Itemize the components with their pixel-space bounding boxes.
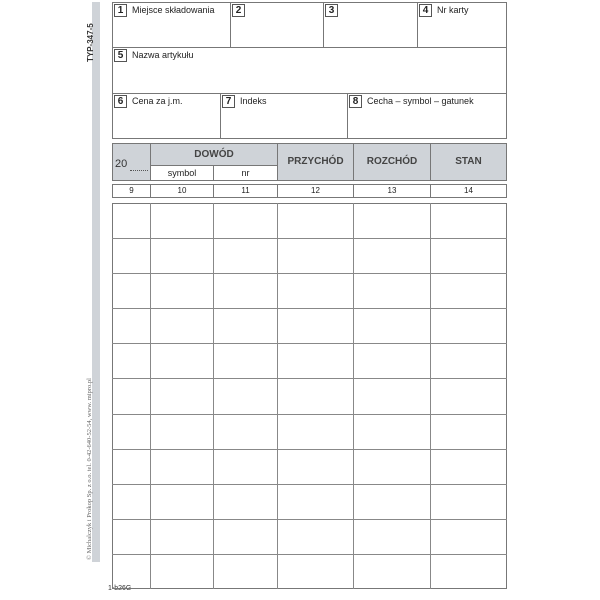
field-label: Nr karty (437, 5, 469, 15)
date-header (112, 143, 151, 181)
grid-column-line (430, 203, 431, 589)
stan-title: STAN (455, 156, 482, 167)
rozchod-header (353, 143, 431, 181)
column-number: 12 (277, 184, 354, 198)
form-type-code: TYP-347-5 (86, 23, 95, 62)
field-number: 2 (232, 4, 245, 17)
grid-row-line (112, 484, 507, 485)
publisher-line: © Michalczyk i Prokop Sp. z o.o. tel. 0-42-640-52-54, www. mipro.pl (86, 378, 93, 560)
field-number: 5 (114, 49, 127, 62)
grid-row-line (112, 238, 507, 239)
przychod-header (277, 143, 354, 181)
column-number: 11 (213, 184, 278, 198)
grid-column-line (353, 203, 354, 589)
field-label: Indeks (240, 96, 267, 106)
field-storage-location[interactable] (112, 2, 231, 48)
field-label: Nazwa artykułu (132, 50, 194, 60)
nr-header: nr (213, 165, 278, 181)
grid-row-line (112, 519, 507, 520)
grid-row-line (112, 414, 507, 415)
field-2[interactable] (230, 2, 324, 48)
grid-row-line (112, 554, 507, 555)
year-dotted-line (130, 170, 148, 171)
column-number: 9 (112, 184, 151, 198)
field-unit-price[interactable] (112, 93, 221, 139)
symbol-header: symbol (150, 165, 214, 181)
stan-header (430, 143, 507, 181)
field-article-name[interactable] (112, 47, 507, 94)
grid-row-line (112, 449, 507, 450)
field-grade[interactable] (347, 93, 507, 139)
field-number: 1 (114, 4, 127, 17)
field-number: 4 (419, 4, 432, 17)
field-number: 3 (325, 4, 338, 17)
ledger-grid[interactable] (112, 203, 507, 589)
field-number: 8 (349, 95, 362, 108)
grid-row-line (112, 308, 507, 309)
dowod-title: DOWÓD (194, 149, 234, 160)
field-number: 6 (114, 95, 127, 108)
przychod-title: PRZYCHÓD (287, 156, 344, 167)
rozchod-title: ROZCHÓD (366, 156, 418, 167)
column-number: 10 (150, 184, 214, 198)
field-label: Miejsce składowania (132, 5, 215, 15)
field-label: Cecha – symbol – gatunek (367, 96, 474, 106)
grid-column-line (213, 203, 214, 589)
dowod-header (150, 143, 278, 166)
grid-column-line (150, 203, 151, 589)
year-prefix: 20 (115, 158, 128, 170)
grid-row-line (112, 343, 507, 344)
field-number: 7 (222, 95, 235, 108)
column-number: 14 (430, 184, 507, 198)
left-margin-strip (92, 2, 100, 562)
grid-column-line (277, 203, 278, 589)
field-index[interactable] (220, 93, 348, 139)
grid-row-line (112, 378, 507, 379)
field-card-number[interactable] (417, 2, 507, 48)
grid-row-line (112, 273, 507, 274)
print-code: 1-b26G (108, 585, 132, 592)
field-label: Cena za j.m. (132, 96, 183, 106)
field-3[interactable] (323, 2, 418, 48)
column-number: 13 (353, 184, 431, 198)
